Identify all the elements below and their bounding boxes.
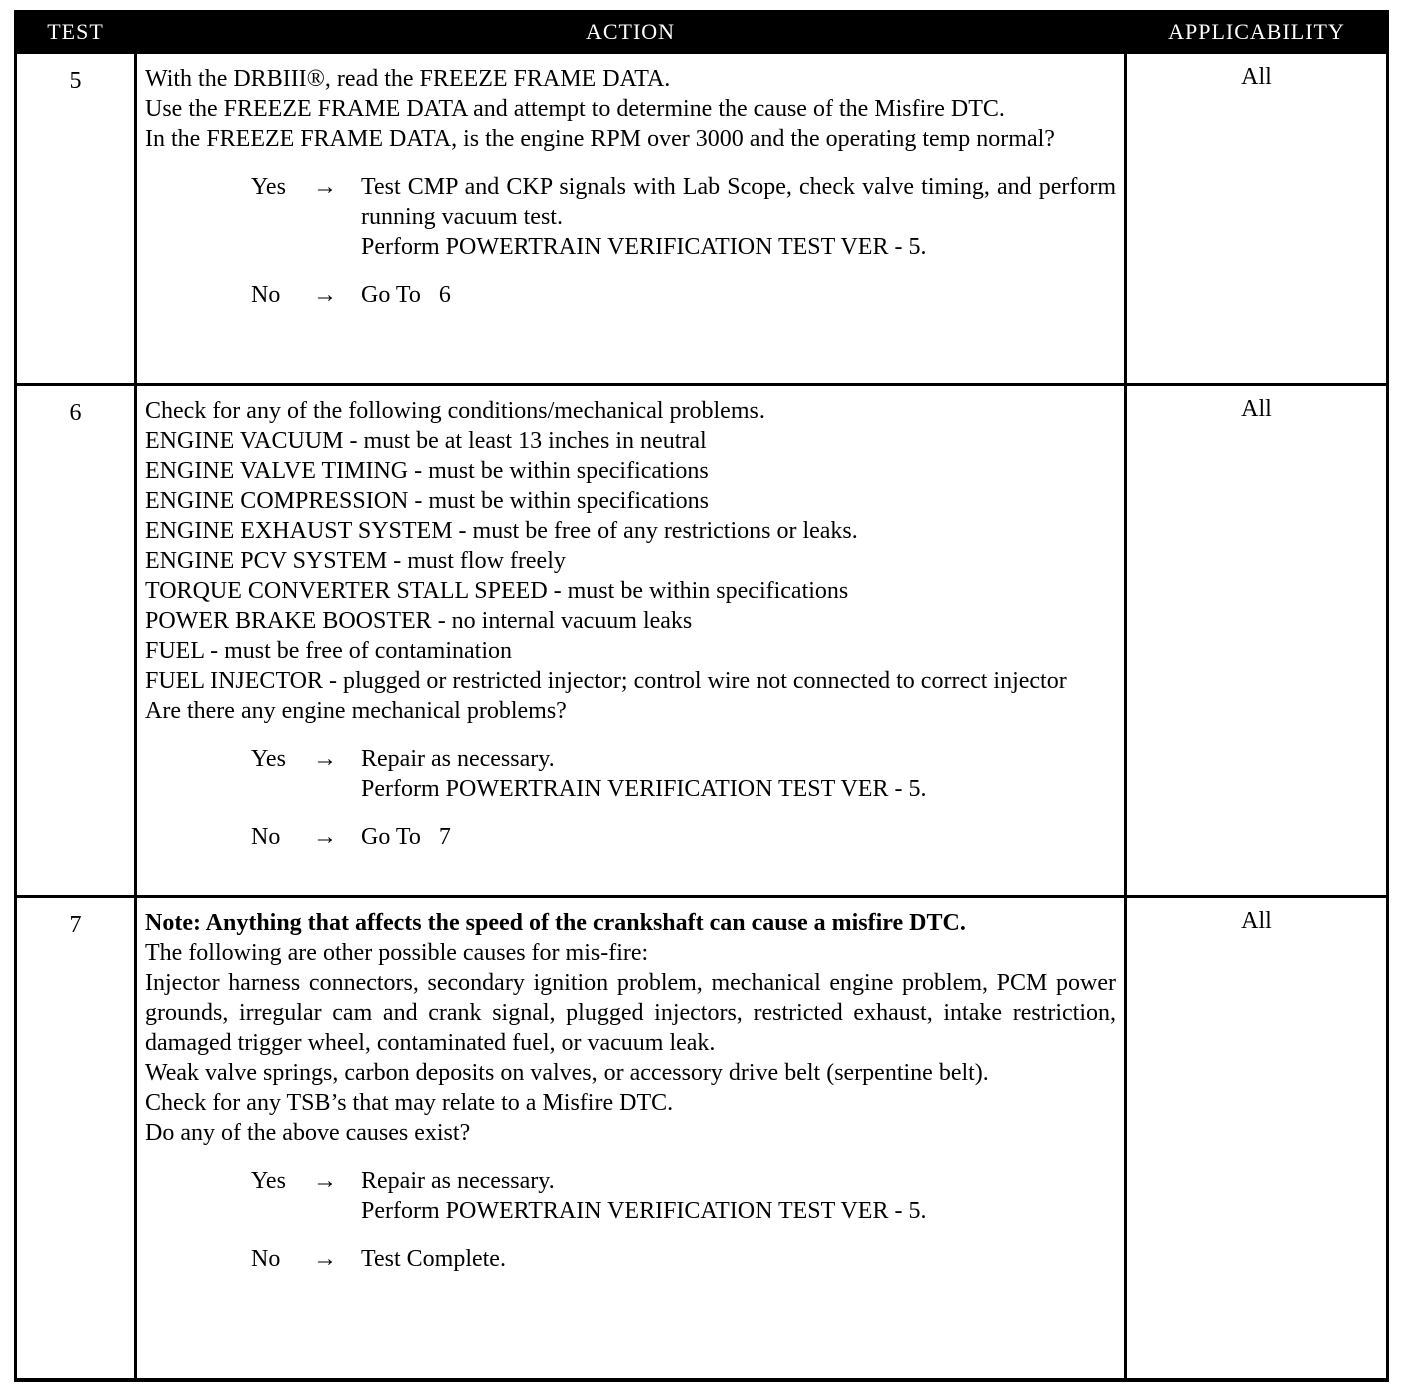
note-text: Note: Anything that affects the speed of the crankshaft can cause a misfire DTC. (145, 910, 966, 936)
action-cell (136, 53, 1126, 385)
yes-text (361, 744, 1116, 804)
yes-line: Perform POWERTRAIN VERIFICATION TEST VER - 5. (361, 776, 927, 802)
action-cell (136, 385, 1126, 897)
response-block (145, 1166, 1116, 1274)
header-applicability: APPLICABILITY (1126, 12, 1388, 53)
arrow-right-icon: → (313, 824, 337, 850)
yes-option (251, 1166, 1116, 1226)
arrow-right-icon: → (313, 1246, 337, 1272)
no-option (251, 822, 1116, 852)
test-number: 6 (16, 385, 136, 897)
header-action: ACTION (136, 12, 1126, 53)
yes-line: Repair as necessary. (361, 1168, 555, 1194)
yes-option (251, 744, 1116, 804)
action-line: ENGINE COMPRESSION - must be within specifications (145, 488, 709, 514)
yes-text (361, 1166, 1116, 1226)
action-line: With the DRBIII®, read the FREEZE FRAME DATA. (145, 66, 671, 92)
table-header-row (16, 12, 1388, 53)
action-line: POWER BRAKE BOOSTER - no internal vacuum leaks (145, 608, 693, 634)
action-line: Do any of the above causes exist? (145, 1120, 471, 1146)
arrow-right-icon: → (313, 746, 337, 772)
no-text: Go To 6 (361, 282, 451, 308)
no-text: Go To 7 (361, 824, 451, 850)
yes-option (251, 172, 1116, 262)
yes-label: Yes (251, 174, 286, 200)
no-option (251, 1244, 1116, 1274)
action-line: Injector harness connectors, secondary ignition problem, mechanical engine problem, PCM power grounds, irregular cam and crank signal, plugged injectors, restricted exhaust, intake restriction, damaged trigger wheel, contaminated fuel, or vacuum leak. (145, 970, 1116, 1056)
action-line: Check for any of the following conditions/mechanical problems. (145, 398, 765, 424)
action-line: ENGINE PCV SYSTEM - must flow freely (145, 548, 566, 574)
action-line: TORQUE CONVERTER STALL SPEED - must be within specifications (145, 578, 849, 604)
action-line: FUEL INJECTOR - plugged or restricted injector; control wire not connected to correct injector (145, 668, 1067, 694)
action-line: ENGINE VACUUM - must be at least 13 inches in neutral (145, 428, 707, 454)
diagnostic-test-table (14, 10, 1389, 1382)
applicability-value: All (1126, 897, 1388, 1381)
action-line: ENGINE EXHAUST SYSTEM - must be free of any restrictions or leaks. (145, 518, 858, 544)
response-block (145, 744, 1116, 852)
diagnostic-table-page (14, 10, 1386, 1382)
no-label: No (251, 282, 281, 308)
test-number: 7 (16, 897, 136, 1381)
yes-text (361, 172, 1116, 262)
action-cell (136, 897, 1126, 1381)
arrow-right-icon: → (313, 1168, 337, 1194)
action-line: In the FREEZE FRAME DATA, is the engine RPM over 3000 and the operating temp normal? (145, 126, 1055, 152)
test-number: 5 (16, 53, 136, 385)
yes-label: Yes (251, 746, 286, 772)
yes-line: Perform POWERTRAIN VERIFICATION TEST VER - 5. (361, 234, 927, 260)
no-text: Test Complete. (361, 1246, 506, 1272)
action-line: The following are other possible causes for mis-fire: (145, 940, 649, 966)
table-row (16, 53, 1388, 385)
yes-line: Test CMP and CKP signals with Lab Scope, check valve timing, and perform running vacuum test. (361, 174, 1116, 230)
no-option (251, 280, 1116, 310)
table-row (16, 385, 1388, 897)
action-line: FUEL - must be free of contamination (145, 638, 513, 664)
response-block (145, 172, 1116, 310)
yes-line: Repair as necessary. (361, 746, 555, 772)
action-line: Weak valve springs, carbon deposits on valves, or accessory drive belt (serpentine belt). (145, 1060, 989, 1086)
action-line: Are there any engine mechanical problems? (145, 698, 567, 724)
no-label: No (251, 824, 281, 850)
yes-label: Yes (251, 1168, 286, 1194)
yes-line: Perform POWERTRAIN VERIFICATION TEST VER - 5. (361, 1198, 927, 1224)
action-line: Check for any TSB’s that may relate to a Misfire DTC. (145, 1090, 674, 1116)
arrow-right-icon: → (313, 282, 337, 308)
arrow-right-icon: → (313, 174, 337, 200)
applicability-value: All (1126, 385, 1388, 897)
table-row (16, 897, 1388, 1381)
action-line: Use the FREEZE FRAME DATA and attempt to determine the cause of the Misfire DTC. (145, 96, 1005, 122)
no-label: No (251, 1246, 281, 1272)
action-line: ENGINE VALVE TIMING - must be within specifications (145, 458, 709, 484)
header-test: TEST (16, 12, 136, 53)
applicability-value: All (1126, 53, 1388, 385)
